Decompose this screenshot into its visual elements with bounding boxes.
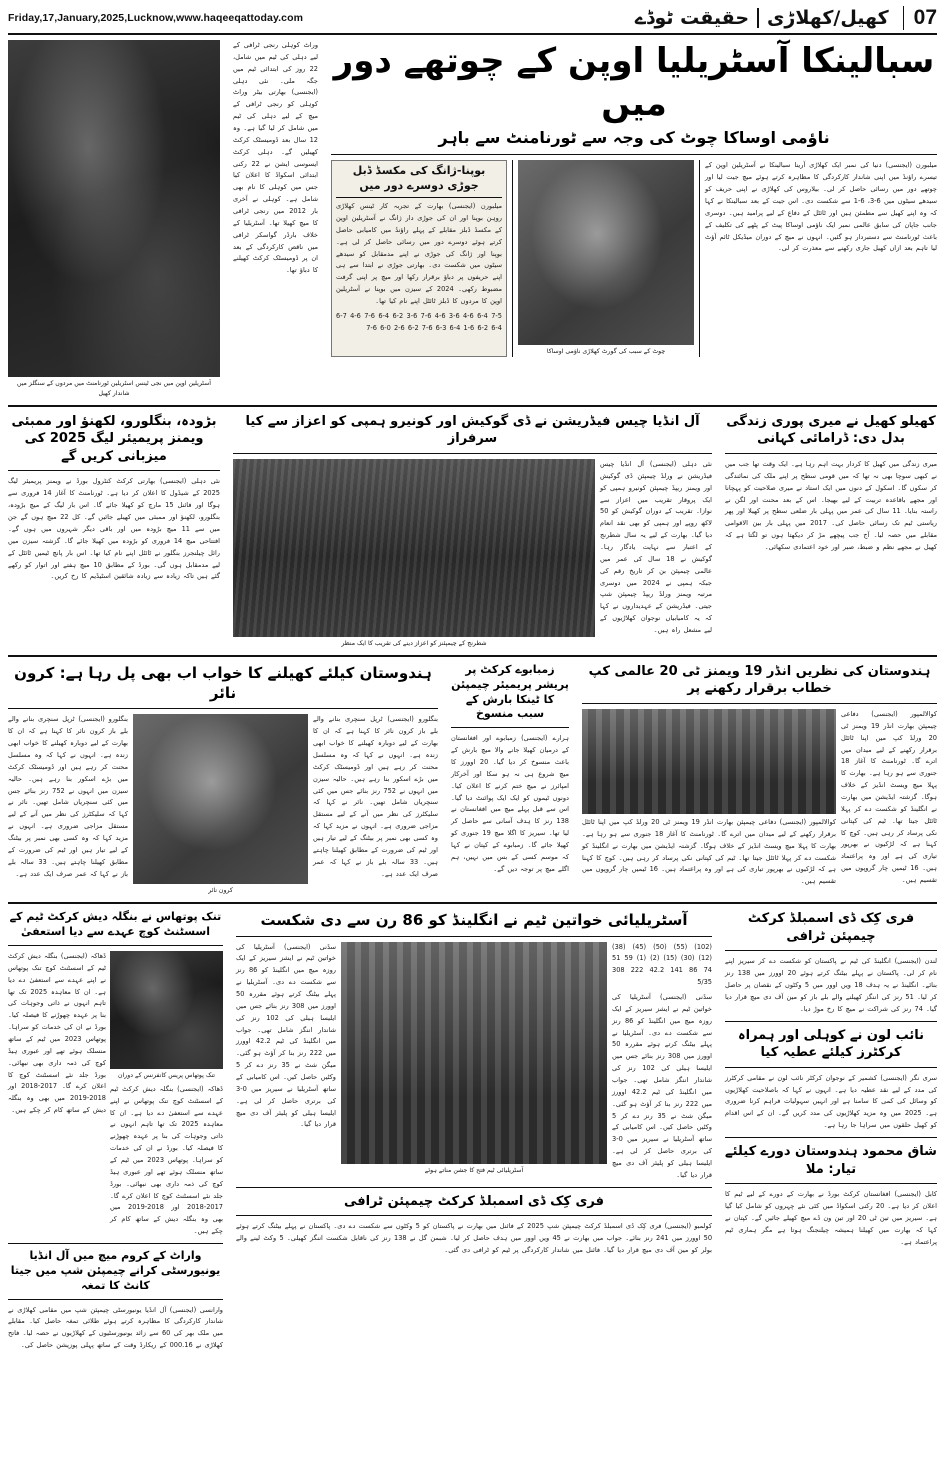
divider — [236, 1187, 712, 1188]
story-scorecard: (102) (55) (50) (45) (38) (12) (30) (15) (2) (1) 59 51 74 86 141 42.2 222 308 5/35 — [612, 942, 712, 987]
divider — [582, 703, 937, 704]
masthead — [8, 6, 937, 35]
story-body-continued: ڈھاکہ (ایجنسی) بنگلہ دیش کرکٹ ٹیم کے اسسٹنٹ کوچ تنک پوتھاس نے اپنے عہدے سے استعفیٰ دے دیا ہے۔ ان کا معاہدہ 2025 تک تھا تاہم انہوں نے ذاتی وجوہات کی بنا پر عہدہ چھوڑنے کا فیصلہ کیا۔ بورڈ نے ان کی خدمات کو سراہا۔ پوتھاس 2023 میں ٹیم کے ساتھ منسلک ہوئے تھے اور عبوری ہیڈ کوچ کی ذمہ داری بھی نبھائی۔ بورڈ جلد نئے اسسٹنٹ کوچ کا اعلان کرے گا۔ 2017-2018 اور 2018-2019 میں بھی وہ بنگلہ دیش کے ساتھ کام کر چکے ہیں۔ — [110, 1084, 223, 1236]
pothas-text-col — [8, 951, 106, 1117]
lead-headline: سبالینکا آسٹریلیا اوپن کے چوتھے دور میں — [333, 41, 935, 124]
story-content-row — [582, 709, 937, 888]
chess-ceremony-photo — [233, 459, 595, 637]
divider — [8, 655, 937, 657]
divider — [8, 902, 937, 904]
story-content-row — [236, 942, 712, 1182]
lead-block — [8, 40, 937, 399]
divider — [8, 405, 937, 407]
story-body: بنگلورو (ایجنسی) ٹرپل سنچری بنانے والے بلے باز کرون نائر کا کہنا ہے کہ ان کا بھارت کے لیے دوبارہ کھیلنے کا خواب ابھی زندہ ہے۔ انہوں نے کہا کہ وہ مسلسل محنت کر رہے ہیں اور ڈومیسٹک کرکٹ میں بڑے اسکور بنا رہے ہیں۔ حالیہ سیزن میں انہوں نے 752 رنز بنائے جس میں کئی سنچریاں شامل تھیں۔ نائر نے کہا کہ سلیکٹرز کی نظر میں آنے کے لیے مستقل مزاجی ضروری ہے۔ انہوں نے مزید کہا کہ وہ کسی بھی نمبر پر بیٹنگ کے لیے تیار ہیں اور ٹیم کی ضرورت کے مطابق کھیلنا چاہتے ہیں۔ 33 سالہ بلے باز نے کہا کہ عمر صرف ایک عدد ہے۔ — [8, 715, 128, 878]
boxed-story-scores: 7-5 6-4 4-6 3-6 4-6 7-6 3-6 6-2 6-4 7-6 4-6 6-7 6-4 6-2 1-6 6-4 6-3 7-6 6-2 2-6 6-0 7-6 — [336, 311, 502, 332]
karun-text-col-left — [8, 714, 128, 880]
story-body: ڈھاکہ (ایجنسی) بنگلہ دیش کرکٹ ٹیم کے اسسٹنٹ کوچ تنک پوتھاس نے اپنے عہدے سے استعفیٰ دے دیا ہے۔ ان کا معاہدہ 2025 تک تھا تاہم انہوں نے ذاتی وجوہات کی بنا پر عہدہ چھوڑنے کا فیصلہ کیا۔ بورڈ نے ان کی خدمات کو سراہا۔ پوتھاس 2023 میں ٹیم کے ساتھ منسلک ہوئے تھے اور عبوری ہیڈ کوچ کی ذمہ داری بھی نبھائی۔ بورڈ جلد نئے اسسٹنٹ کوچ کا اعلان کرے گا۔ 2017-2018 اور 2018-2019 میں بھی وہ بنگلہ دیش کے ساتھ کام کر چکے ہیں۔ — [8, 951, 107, 1115]
story-body-repeat: بنگلورو (ایجنسی) ٹرپل سنچری بنانے والے بلے باز کرون نائر کا کہنا ہے کہ ان کا بھارت کے لیے دوبارہ کھیلنے کا خواب ابھی زندہ ہے۔ انہوں نے کہا کہ وہ مسلسل محنت کر رہے ہیں اور ڈومیسٹک کرکٹ میں بڑے اسکور بنا رہے ہیں۔ حالیہ سیزن میں انہوں نے 752 رنز بنائے جس میں کئی سنچریاں شامل تھیں۔ نائر نے کہا کہ سلیکٹرز کی نظر میں آنے کے لیے مستقل مزاجی ضروری ہے۔ انہوں نے مزید کہا کہ وہ کسی بھی نمبر پر بیٹنگ کے لیے تیار ہیں اور ٹیم کی ضرورت کے مطابق کھیلنا چاہتے ہیں۔ 33 سالہ بلے باز نے کہا کہ عمر صرف ایک عدد ہے۔ — [312, 715, 438, 878]
lead-right-text-col — [705, 160, 937, 357]
story-headline-waraat: واراٹ کے کروم میچ میں آل انڈیا یونیورسٹی کرانے چیمپئن شپ میں جیتا کانٹ کا تمغہ — [10, 1249, 221, 1292]
lead-right-caption: چوٹ کے سبب کی گورٹ کھلاڑی ناؤمی اوساکا — [546, 348, 666, 356]
story-headline: تنک پوتھاس نے بنگلہ دیش کرکٹ ٹیم کے اسسٹنٹ کوچ عہدے سے دیا استعفیٰ — [9, 910, 222, 939]
boxed-story — [331, 160, 507, 357]
story-aus-women — [236, 910, 712, 1257]
divider — [725, 453, 937, 454]
lead-lower-row — [331, 160, 937, 357]
section-title: کھیل/کھلاڑی — [767, 7, 889, 29]
divider — [236, 936, 712, 937]
lead-subheadline: ناؤمی اوساکا چوٹ کی وجہ سے ٹورنامنٹ سے باہر — [438, 128, 830, 147]
lead-left-caption: آسٹریلین اوپن میں نجی ٹینس اسٹریلین ٹورنامنٹ میں مردوں کے سنگلز میں شاندار کھیل — [16, 380, 212, 397]
chess-photo-col — [233, 459, 595, 649]
sabalenka-body: میلبورن (ایجنسی) دنیا کی نمبر ایک کھلاڑی آرینا سبالینکا نے آسٹریلین اوپن کے تیسرے راؤنڈ میں اپنی شاندار کارکردگی کا مظاہرہ کرتے ہوئے میچ جیت لیا اور چوتھے دور میں رسائی حاصل کر لی۔ بیلاروس کی کھلاڑی نے اپنی حریف کو سیدھے سیٹوں میں 6-3، 6-1 سے شکست دی۔ اس جیت کے بعد سبالینکا نے کہا کہ وہ اپنے کھیل سے مطمئن ہیں اور ٹائٹل کے دفاع کے لیے پرامید ہیں۔ دوسری جانب جاپان کی سابق عالمی نمبر ایک ناؤمی اوساکا پیٹ کے پٹھے کی تکلیف کے باعث ٹورنامنٹ سے دستبردار ہو گئیں۔ انہوں نے میچ کے دوران میڈیکل ٹائم آؤٹ لیا تاہم بعد ازاں کھیل جاری رکھنے سے معذرت کر لی۔ — [705, 161, 937, 253]
divider — [725, 1183, 937, 1184]
story-body-repeat: کوالالمپور (ایجنسی) دفاعی چیمپئن بھارت انڈر 19 ویمنز ٹی 20 ورلڈ کپ میں اپنا ٹائٹل برقرار رکھنے کے لیے میدان میں اترے گا۔ ٹورنامنٹ کا آغاز 18 جنوری سے ہو رہا ہے۔ بھارت کا پہلا میچ ویسٹ انڈیز کے خلاف ہوگا۔ گزشتہ ایڈیشن میں بھارت نے انگلینڈ کو شکست دے کر پہلا ٹائٹل جیتا تھا۔ ٹیم کی کپتانی نکی پرساد کر رہی ہیں۔ کوچ کا کہنا ہے کہ لڑکیوں نے بھرپور تیاری کی ہے اور وہ پراعتماد ہیں۔ 16 ٹیمیں چار گروپوں میں تقسیم ہیں۔ — [841, 709, 937, 884]
story-body: لندن (ایجنسی) انگلینڈ کی ٹیم نے پاکستان کو شکست دے کر سیریز اپنے نام کر لی۔ پاکستان نے پہلے بیٹنگ کرتے ہوئے 20 اوورز میں 138 رنز بنائے۔ انگلینڈ نے یہ ہدف 18 ویں اوور میں 5 وکٹوں کے نقصان پر حاصل کر لیا۔ 51 رنز کی اننگز کھیلنے والے بلے باز کو مین آف دی میچ قرار دیا گیا۔ 74 رنز کی شراکت نے میچ کا رخ موڑ دیا۔ — [725, 957, 937, 1013]
right-rail — [725, 910, 937, 1248]
story-headline-shah: شاق محمود ہندوستان دورے کیلئے تیار: ملا — [725, 1144, 937, 1177]
story-content-row — [233, 459, 712, 649]
story-headline: زمبابوے کرکٹ پر پریشر پریمیئر چیمپئن کا ٹینکا بارش کے سبب منسوخ — [451, 662, 569, 721]
story-khelo-khel — [725, 413, 937, 554]
masthead-branding — [635, 6, 937, 30]
story-headline: ہندوستان کیلئے کھیلنے کا خواب اب بھی پل رہا ہے: کرون نائر — [14, 663, 432, 703]
story-content-row — [8, 951, 223, 1238]
aus-text-col-a — [236, 942, 336, 1132]
lead-left-photo-col — [8, 40, 220, 399]
story-body-waraat: وارانسی (ایجنسی) آل انڈیا یونیورسٹی چیمپئن شپ میں مقامی کھلاڑی نے شاندار کارکردگی کا مظاہرہ کرتے ہوئے طلائی تمغہ حاصل کیا۔ مقابلے میں ملک بھر کی 60 سے زائد یونیورسٹیوں کے کھلاڑیوں نے حصہ لیا۔ فاتح کھلاڑی نے 000.16 کے ریکارڈ وقت کے ساتھ پہلی پوزیشن حاصل کی۔ — [8, 1305, 223, 1350]
story-headline: آل انڈیا چیس فیڈریشن نے ڈی گوکیش اور کونیرو ہمپی کو اعزاز سے کیا سرفراز — [245, 413, 700, 447]
pothas-press-photo — [110, 951, 223, 1069]
story-body-shah: کابل (ایجنسی) افغانستان کرکٹ بورڈ نے بھارت کے دورے کے لیے ٹیم کا اعلان کر دیا ہے۔ 20 رکنی اسکواڈ میں کئی نئے چہروں کو شامل کیا گیا ہے۔ سیریز میں تین ٹی 20 اور تین ون ڈے میچ کھیلے جائیں گے۔ کپتان نے کہا کہ بھارت میں کھیلنا ہمیشہ چیلنجنگ ہوتا ہے مگر ہماری ٹیم پراعتماد ہے۔ — [725, 1190, 937, 1246]
story-body-repeat: سڈنی (ایجنسی) آسٹریلیا کی خواتین ٹیم نے ایشز سیریز کے ایک روزہ میچ میں انگلینڈ کو 86 رنز سے شکست دے دی۔ آسٹریلیا نے پہلے بیٹنگ کرتے ہوئے مقررہ 50 اوورز میں 308 رنز بنائے جس میں ایلیسا ہیلی کی 102 رنز کی شاندار اننگز شامل تھی۔ جواب میں انگلینڈ کی ٹیم 42.2 اوورز میں 222 رنز بنا کر آؤٹ ہو گئی۔ میگن شٹ نے 35 رنز دے کر 5 وکٹیں حاصل کیں۔ اس کامیابی کے ساتھ آسٹریلیا نے سیریز میں 0-3 کی برتری حاصل کر لی ہے۔ ایلیسا ہیلی کو پلیئر آف دی میچ قرار دیا گیا۔ — [612, 992, 713, 1179]
tennis-player-photo — [8, 40, 220, 377]
karun-nair-photo — [133, 714, 308, 884]
divider — [236, 1215, 712, 1216]
story-headline: فری کِک ڈی اسمبلڈ کرکٹ چیمپئن ٹرافی — [747, 911, 915, 944]
divider — [699, 160, 700, 357]
story-zimbabwe — [451, 663, 569, 876]
story-karun-nair — [8, 663, 438, 896]
lead-right-photo-col — [518, 160, 694, 357]
u19-team-photo — [582, 709, 836, 814]
karun-photo-col — [133, 714, 308, 896]
divider — [8, 945, 223, 946]
divider — [8, 708, 438, 709]
brand-title: حقیقت ٹوڈے — [634, 7, 750, 29]
divider — [512, 160, 513, 357]
boxed-story-body: میلبورن (ایجنسی) بھارت کے تجربہ کار ٹینس کھلاڑی روہن بوپنا اور ان کی جوڑی دار ژانگ نے آسٹریلین اوپن کے مکسڈ ڈبلز مقابلے کے پہلے راؤنڈ میں کامیابی حاصل کرتے ہوئے دوسرے دور میں رسائی حاصل کر لی ہے۔ بوپنا اور ژانگ کی جوڑی نے اپنے مدمقابل کو سیدھے سیٹوں میں شکست دی۔ بھارتی جوڑی نے ابتدا سے ہی اپنے حریفوں پر دباؤ برقرار رکھا اور میچ پر اپنی گرفت مضبوط رکھی۔ 2024 کے سیزن میں بوپنا نے آسٹریلین اوپن کا مردوں کا ڈبلز ٹائٹل اپنے نام کیا تھا۔ — [336, 202, 502, 305]
story-body: نئی دہلی (ایجنسی) بھارتی کرکٹ کنٹرول بورڈ نے ویمنز پریمیئر لیگ 2025 کے شیڈول کا اعلان کر دیا ہے۔ ٹورنامنٹ کا آغاز 14 فروری سے ہوگا اور فائنل 15 مارچ کو کھیلا جائے گا۔ اس بار لیگ کے میچ بڑودہ، بنگلورو، لکھنؤ اور ممبئی میں کھیلے جائیں گے۔ کل 22 میچ ہوں گے جن میں سے 11 میچ بڑودہ میں اور باقی دیگر شہروں میں ہوں گے۔ افتتاحی میچ 14 فروری کو بڑودہ میں کھیلا جائے گا۔ گزشتہ سیزن میں رائل چیلنجرز بنگلور نے ٹائٹل اپنے نام کیا تھا۔ اس بار پانچ ٹیمیں ٹائٹل کے لیے مدمقابل ہوں گی۔ بورڈ کے مطابق 10 میچ ہفتے اور اتوار کو رکھے گئے ہیں تاکہ زیادہ سے زیادہ شائقین اسٹیڈیم کا رخ کریں۔ — [8, 477, 221, 581]
chess-text-col — [600, 459, 712, 637]
divider — [725, 1067, 937, 1068]
story-photo-caption: کرون نائر — [208, 887, 233, 895]
u19-text-col — [841, 709, 937, 887]
divider — [331, 154, 937, 155]
story-body: کوالالمپور (ایجنسی) دفاعی چیمپئن بھارت انڈر 19 ویمنز ٹی 20 ورلڈ کپ میں اپنا ٹائٹل برقرار رکھنے کے لیے میدان میں اترے گا۔ ٹورنامنٹ کا آغاز 18 جنوری سے ہو رہا ہے۔ بھارت کا پہلا میچ ویسٹ انڈیز کے خلاف ہوگا۔ گزشتہ ایڈیشن میں بھارت نے انگلینڈ کو شکست دے کر پہلا ٹائٹل جیتا تھا۔ ٹیم کی کپتانی نکی پرساد کر رہی ہیں۔ کوچ کا کہنا ہے کہ لڑکیوں نے بھرپور تیاری کی ہے اور وہ پراعتماد ہیں۔ 16 ٹیمیں چار گروپوں میں تقسیم ہیں۔ — [582, 817, 837, 886]
female-tennis-player-photo — [518, 160, 694, 345]
story-photo-caption: شطرنج کے چیمپئنز کو اعزاز دینے کی تقریب کا ایک منظر — [341, 639, 487, 647]
story-headline: آسٹریلیائی خواتین ٹیم نے انگلینڈ کو 86 رن سے دی شکست — [260, 911, 688, 930]
divider — [725, 1021, 937, 1022]
masthead-date: Friday,17,January,2025,Lucknow,www.haqeeqattoday.com — [8, 12, 304, 24]
pothas-photo-col — [110, 951, 223, 1238]
story-content-row — [8, 714, 438, 896]
story-aicf — [233, 413, 712, 649]
page-number: 07 — [903, 6, 937, 30]
divider — [725, 1137, 937, 1138]
lead-main-col — [331, 40, 937, 357]
australia-team-celebration-photo — [341, 942, 607, 1164]
divider — [725, 950, 937, 951]
story-photo-caption: آسٹریلیائی ٹیم فتح کا جشن مناتے ہوئے — [424, 1166, 524, 1174]
story-body-naib: سری نگر (ایجنسی) کشمیر کے نوجوان کرکٹر نائب لون نے مقامی کرکٹرز کی مدد کے لیے نقد عطیہ دیا ہے۔ انہوں نے کہا کہ باصلاحیت کھلاڑیوں کو وسائل کی کمی کا سامنا ہے اور انہیں سہولیات فراہم کرنا ضروری ہے۔ 2025 میں وہ مزید کھلاڑیوں کی مدد کریں گے۔ ان کے اس اقدام کو کھیل حلقوں میں سراہا جا رہا ہے۔ — [725, 1073, 938, 1130]
divider — [233, 453, 712, 454]
story-headline-freekick: فری کِک ڈی اسمبلڈ کرکٹ چیمپئن ٹرافی — [343, 1193, 605, 1209]
story-body: ہرارے (ایجنسی) زمبابوے اور افغانستان کے درمیان کھیلا جانے والا میچ بارش کے باعث منسوخ کر دیا گیا۔ 20 اوورز کا میچ شروع ہی نہ ہو سکا اور آخرکار امپائرز نے میچ ختم کرنے کا اعلان کیا۔ دونوں ٹیموں کو ایک ایک پوائنٹ دیا گیا۔ اس سے قبل پہلے میچ میں افغانستان نے 138 رنز کا ہدف آسانی سے حاصل کر لیا تھا۔ سیریز کا اگلا میچ 19 جنوری کو کھیلا جائے گا۔ زمبابوے کے کپتان نے کہا کہ موسم کسی کے بس میں نہیں، ہم اگلے میچ پر توجہ دیں گے۔ — [451, 734, 570, 873]
story-body: نئی دہلی (ایجنسی) آل انڈیا چیس فیڈریشن نے ورلڈ چیمپئن ڈی گوکیش اور ویمنز ریپڈ چیمپئن کونیرو ہمپی کو ایک پروقار تقریب میں اعزاز سے نوازا۔ تقریب کے دوران گوکیش کو 50 لاکھ روپے اور ہمپی کو بھی نقد انعام دیا گیا۔ بھارت کے لیے یہ سال شطرنج کے اعتبار سے نہایت یادگار رہا۔ گوکیش نے 18 سال کی عمر میں عالمی چیمپئن بن کر تاریخ رقم کی جبکہ ہمپی نے 2024 میں دوسری مرتبہ ویمنز ورلڈ ریپڈ چیمپئن شپ جیتی۔ فیڈریشن کے عہدیداروں نے کہا کہ یہ کامیابیاں نوجوان کھلاڑیوں کے لیے مشعل راہ ہیں۔ — [600, 459, 712, 634]
karun-text-col-right — [313, 714, 438, 880]
divider — [451, 727, 569, 728]
boxed-story-headline: بوپنا-ژانگ کی مکسڈ ڈبل جوڑی دوسرے دور میں — [352, 164, 486, 193]
story-headline: ہندوستان کی نظریں انڈر 19 ویمنز ٹی 20 عالمی کپ خطاب برقرار رکھنے پر — [588, 663, 931, 697]
divider — [8, 1299, 223, 1300]
story-u19 — [582, 663, 937, 888]
divider — [757, 8, 759, 28]
story-headline: بڑودہ، بنگلورو، لکھنؤ اور ممبئی ویمنز پریمیئر لیگ 2025 کی میزبانی کریں گے — [11, 413, 217, 464]
second-band — [8, 413, 937, 649]
story-body: میری زندگی میں کھیل کا کردار بہت اہم رہا ہے۔ ایک وقت تھا جب میں نے کبھی سوچا بھی نہ تھا کہ میں قومی سطح پر اپنے ملک کی نمائندگی کر سکوں گا۔ اسکول کے دنوں میں ایک استاد نے میری صلاحیت کو پہچانا اور مجھے باقاعدہ تربیت کے لیے بھیجا۔ اس کے بعد محنت اور لگن نے راستہ بنایا۔ 11 سال کی عمر میں پہلی بار ضلعی سطح پر کھیلا اور پھر ریاستی ٹیم تک رسائی حاصل کی۔ 2017 میں پہلی بار بین الاقوامی مقابلے میں حصہ لیا۔ آج جب پیچھے مڑ کر دیکھتا ہوں تو لگتا ہے کہ کھیل نے مجھے نظم و ضبط، صبر اور خود اعتمادی سکھائی۔ — [725, 459, 937, 551]
story-hathurusingha — [8, 910, 223, 1352]
fourth-band — [8, 910, 937, 1352]
divider — [8, 1243, 223, 1244]
story-headline-naib: نائب لون نے کوہلی اور ہمراہ کرکٹرز کیلئے عطیہ کیا — [738, 1027, 924, 1061]
u19-photo-col — [582, 709, 836, 888]
divider — [336, 197, 502, 198]
divider — [8, 470, 220, 471]
lead-side-column — [233, 40, 318, 277]
story-body: سڈنی (ایجنسی) آسٹریلیا کی خواتین ٹیم نے ایشز سیریز کے ایک روزہ میچ میں انگلینڈ کو 86 رنز سے شکست دے دی۔ آسٹریلیا نے پہلے بیٹنگ کرتے ہوئے مقررہ 50 اوورز میں 308 رنز بنائے جس میں ایلیسا ہیلی کی 102 رنز کی شاندار اننگز شامل تھی۔ جواب میں انگلینڈ کی ٹیم 42.2 اوورز میں 222 رنز بنا کر آؤٹ ہو گئی۔ میگن شٹ نے 35 رنز دے کر 5 وکٹیں حاصل کیں۔ اس کامیابی کے ساتھ آسٹریلیا نے سیریز میں 0-3 کی برتری حاصل کر لی ہے۔ ایلیسا ہیلی کو پلیئر آف دی میچ قرار دیا گیا۔ — [236, 942, 337, 1129]
kohli-ranji-text: وراٹ کوہلی رنجی ٹرافی کے لیے دہلی کی ٹیم میں شامل، 22 روز کی ابتدائی ٹیم میں جگہ ملی۔ نئی دہلی (ایجنسی) بھارتی بیٹر وراٹ کوہلی کو رنجی ٹرافی کے میچ کے لیے دہلی کی ٹیم میں شامل کر لیا گیا ہے۔ وہ 12 سال بعد ڈومیسٹک کرکٹ کھیلیں گے۔ دہلی کرکٹ ایسوسی ایشن نے 22 رکنی ابتدائی اسکواڈ کا اعلان کیا جس میں کوہلی کا نام بھی شامل ہے۔ کوہلی نے آخری بار 2012 میں رنجی ٹرافی کا میچ کھیلا تھا۔ آسٹریلیا کے خلاف بارڈر گواسکر ٹرافی میں ناقص کارکردگی کے بعد ان پر ڈومیسٹک کرکٹ کھیلنے کا دباؤ تھا۔ — [233, 41, 318, 275]
aus-photo-col — [341, 942, 607, 1176]
aus-text-col-b — [612, 942, 712, 1182]
story-photo-caption: تنک پوتھاس پریس کانفرنس کے دوران — [118, 1071, 215, 1079]
third-band — [8, 663, 937, 896]
story-headline: کھیلو کھیل نے میری پوری زندگی بدل دی: ڈرامائی کہانی — [726, 413, 936, 447]
story-ipl-venues — [8, 413, 220, 583]
story-body-freekick: کولمبو (ایجنسی) فری کِک ڈی اسمبلڈ کرکٹ چیمپئن شپ 2025 کے فائنل میں بھارت نے پاکستان کو 5 وکٹوں سے شکست دے دی۔ پاکستان نے پہلے بیٹنگ کرتے ہوئے 50 اوورز میں 241 رنز بنائے۔ جواب میں بھارت نے 45 ویں اوور میں ہدف حاصل کر لیا۔ شبمن گل نے 138 رنز کی ناقابل شکست اننگز کھیلی۔ 5 وکٹ لینے والے بولر کو مین آف دی میچ قرار دیا گیا۔ فائنل میں شاندار کارکردگی پر ٹیم کو ٹرافی دی گئی۔ — [236, 1222, 713, 1254]
